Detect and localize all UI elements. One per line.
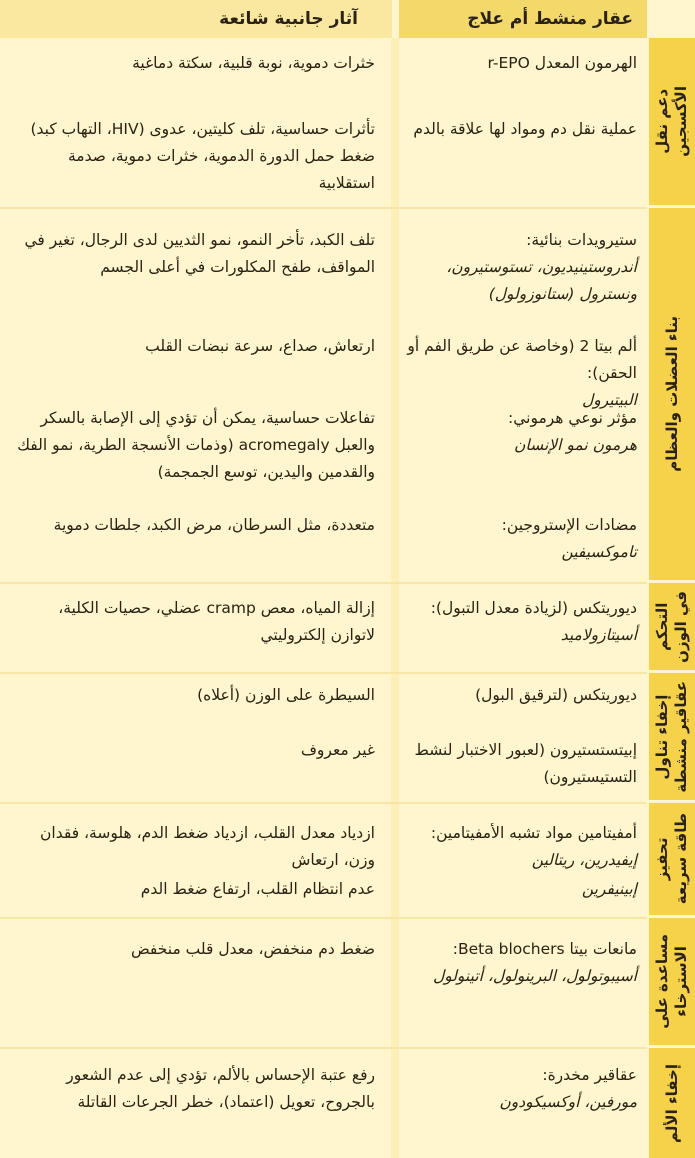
drug-cell: ديوريتكس (لزيادة معدل التبول): أسيتازولاميد (430, 599, 637, 644)
drug-cell: إبينيفرين (581, 880, 637, 898)
drug-cell: ديوريتكس (لترقيق البول) (475, 686, 637, 704)
category-muscle-bone: بناء العضلات والعظام (649, 208, 695, 583)
side-effects-cell: تلف الكبد، تأخر النمو، نمو الثديين لدى الرجال، تغير في المواقف، طفح المكلورات في أعلى الجسم (24, 231, 375, 276)
column-divider (391, 38, 399, 1158)
side-effects-cell: رفع عتبة الإحساس بالألم، تؤدي إلى عدم الشعور بالجروح، تعويل (اعتماد)، خطر الجرعات القاتلة (66, 1066, 375, 1111)
header-drug: عقار منشط أم علاج (399, 0, 647, 38)
category-pain: إخفاء الألم (662, 1063, 681, 1143)
drug-cell: مؤثر نوعي هرموني: هرمون نمو الإنسان (507, 409, 637, 454)
side-effects-cell: إزالة المياه، معص cramp عضلي، حصيات الكلية، لاتوازن إلكتروليتي (58, 599, 375, 644)
category-weight: التحكم في الوزن (649, 583, 695, 673)
group-separator (0, 1047, 647, 1049)
category-relax: مساعدة على الاسترخاء (649, 918, 695, 1048)
side-effects-cell: خثرات دموية، نوبة قلبية، سكتة دماغية (132, 54, 375, 72)
side-effects-cell: تأثرات حساسية، تلف كليتين، عدوى (HIV، التهاب كبد) ضغط حمل الدورة الدموية، خثرات دموية، صدمة استقلابية (30, 120, 375, 192)
group-separator (0, 672, 647, 674)
group-separator (0, 802, 647, 804)
drug-cell: مضادات الإستروجين: تاموكسيفين (501, 516, 637, 561)
drug-cell: ستيرويدات بنائية: أندروستينيديون، تستوستيرون، ونسترول (ستانوزولول) (446, 231, 637, 303)
category-oxygen: دعم نقل الأكسجين (649, 38, 695, 208)
side-effects-cell: ارتعاش، صداع، سرعة نبضات القلب (145, 337, 375, 355)
category-masking: إخفاء تناول عقاقير منشطة (649, 673, 695, 803)
drug-cell: عقاقير مخدرة: مورفين، أوكسيكودون (499, 1066, 637, 1111)
side-effects-cell: السيطرة على الوزن (أعلاه) (197, 686, 375, 704)
side-effects-cell: متعددة، مثل السرطان، مرض الكبد، جلطات دموية (53, 516, 375, 534)
category-energy: تحفيز طاقة سريعة (649, 803, 695, 918)
drug-cell: إبيتستستيرون (لعبور الاختبار لنشط التستيستيرون) (414, 741, 637, 786)
side-effects-cell: غير معروف (300, 741, 375, 759)
side-effects-cell: ازدياد معدل القلب، ازدياد ضغط الدم، هلوسة، فقدان وزن، ارتعاش (40, 824, 375, 869)
header-side-effects: آثار جانبية شائعة (0, 0, 392, 38)
drug-cell: عملية نقل دم ومواد لها علاقة بالدم (413, 120, 637, 138)
group-separator (0, 582, 647, 584)
group-separator (0, 207, 647, 209)
drug-cell: ألم بيتا 2 (وخاصة عن طريق الفم أو الحقن): البيتيرول (407, 337, 637, 409)
side-effects-cell: ضغط دم منخفض، معدل قلب منخفض (130, 940, 375, 958)
side-effects-cell: تفاعلات حساسية، يمكن أن تؤدي إلى الإصابة بالسكر والعبل acromegaly (وذمات الأنسجة الطرية، نمو الفك والقدمين واليدين، توسع الجمجمة) (17, 409, 375, 481)
drug-cell: أمفيتامين مواد تشبه الأمفيتامين: إيفيدرين، ريتالين (430, 824, 637, 869)
group-separator (0, 917, 647, 919)
side-effects-cell: عدم انتظام القلب، ارتفاع ضغط الدم (140, 880, 375, 898)
drug-cell: مانعات بيتا Beta blochers: أسيبوتولول، البرينولول، أتينولول (432, 940, 637, 985)
drug-cell: الهرمون المعدل r-EPO (487, 54, 637, 72)
